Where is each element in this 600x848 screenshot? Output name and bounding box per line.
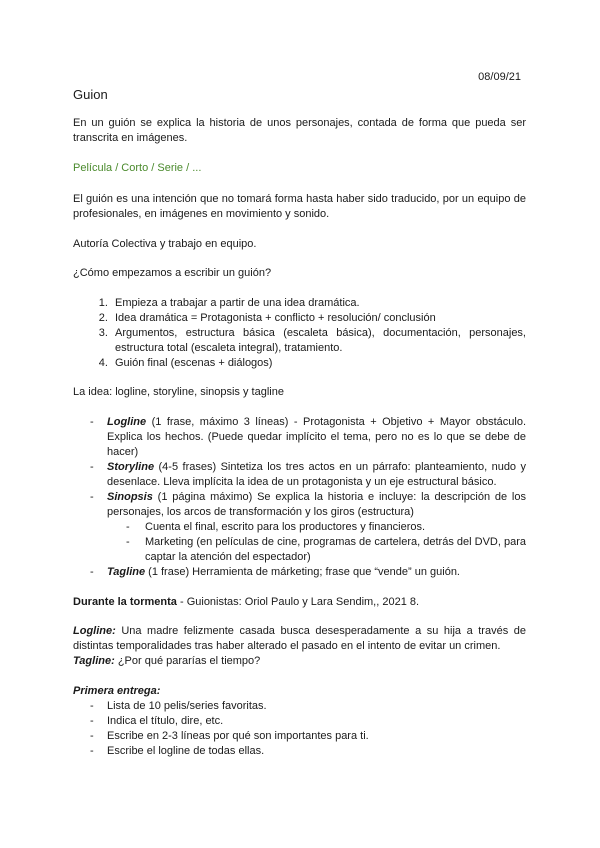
example-line — [73, 595, 526, 610]
step-item: 1. Empieza a trabajar a partir de una idea dramática. — [111, 296, 526, 311]
question-line: ¿Cómo empezamos a escribir un guión? — [73, 267, 272, 279]
authorship-line: Autoría Colectiva y trabajo en equipo. — [73, 238, 257, 250]
concept-term: Logline — [107, 416, 147, 428]
delivery-heading-text: Primera entrega: — [73, 685, 161, 697]
example-logline-label: Logline: — [73, 625, 116, 637]
delivery-item: - Escribe en 2-3 líneas por qué son importantes para ti. — [73, 729, 526, 744]
document-body — [73, 116, 526, 759]
concept-term: Sinopsis — [107, 491, 153, 503]
sinopsis-sub-item: - Cuenta el final, escrito para los productores y financieros. — [107, 520, 526, 535]
step-item: 3. Argumentos, estructura básica (escaleta básica), documentación, personajes, estructura total (escaleta integral), tratamiento. — [111, 326, 526, 356]
example-tagline-label: Tagline: — [73, 655, 115, 667]
delivery-item: - Indica el título, dire, etc. — [73, 714, 526, 729]
example-credits: - Guionistas: Oriol Paulo y Lara Sendim,, 2021 8. — [176, 596, 420, 608]
concept-text: (1 frase, máximo 3 líneas) - Protagonista + Objetivo + Mayor obstáculo. Explica los hechos. (Puede quedar implícito el tema, pero no es lo que se debe de hacer) — [107, 416, 526, 458]
concept-text: (4-5 frases) Sintetiza los tres actos en un párrafo: planteamiento, nudo y desenlace. Lleva implícita la idea de un protagonista y un eje estructural básico. — [107, 461, 526, 488]
formats-line: Película / Corto / Serie / ... — [73, 162, 202, 174]
delivery-list — [73, 699, 526, 759]
concept-term: Storyline — [107, 461, 155, 473]
example-tagline-text: ¿Por qué pararías el tiempo? — [114, 655, 261, 667]
concept-tagline — [73, 565, 526, 580]
definition-paragraph: El guión es una intención que no tomará forma hasta haber sido traducido, por un equipo de profesionales, en imágenes en movimiento y sonido. — [73, 193, 526, 220]
delivery-item: - Escribe el logline de todas ellas. — [73, 744, 526, 759]
steps-list — [73, 296, 526, 371]
step-item: 2. Idea dramática = Protagonista + conflicto + resolución/ conclusión — [111, 311, 526, 326]
concept-text: (1 página máximo) Se explica la historia e incluye: la descripción de los personajes, los arcos de transformación y los giros (estructura) — [107, 491, 526, 518]
delivery-item: - Lista de 10 pelis/series favoritas. — [73, 699, 526, 714]
example-logline-text: Una madre felizmente casada busca desesperadamente a su hija a través de distintas temporalidades tras haber alterado el pasado en el intento de evitar un crimen. — [73, 625, 526, 652]
concept-text: (1 frase) Herramienta de márketing; frase que “vende” un guión. — [145, 566, 460, 578]
sinopsis-sublist — [107, 520, 526, 565]
example-logline — [73, 624, 526, 654]
document-date: 08/09/21 — [478, 71, 521, 83]
concept-term: Tagline — [107, 566, 146, 578]
concept-storyline — [73, 460, 526, 490]
delivery-heading — [73, 684, 526, 699]
example-tagline — [73, 654, 526, 669]
step-item: 4. Guión final (escenas + diálogos) — [111, 356, 526, 371]
sinopsis-sub-item: - Marketing (en películas de cine, programas de cartelera, detrás del DVD, para captar la atención del espectador) — [107, 535, 526, 565]
concepts-list — [73, 415, 526, 580]
concept-sinopsis — [73, 490, 526, 565]
concept-logline — [73, 415, 526, 460]
document-title: Guion — [73, 87, 108, 102]
idea-heading: La idea: logline, storyline, sinopsis y tagline — [73, 386, 284, 398]
intro-paragraph: En un guión se explica la historia de unos personajes, contada de forma que pueda ser transcrita en imágenes. — [73, 117, 526, 144]
example-title: Durante la tormenta — [73, 596, 177, 608]
